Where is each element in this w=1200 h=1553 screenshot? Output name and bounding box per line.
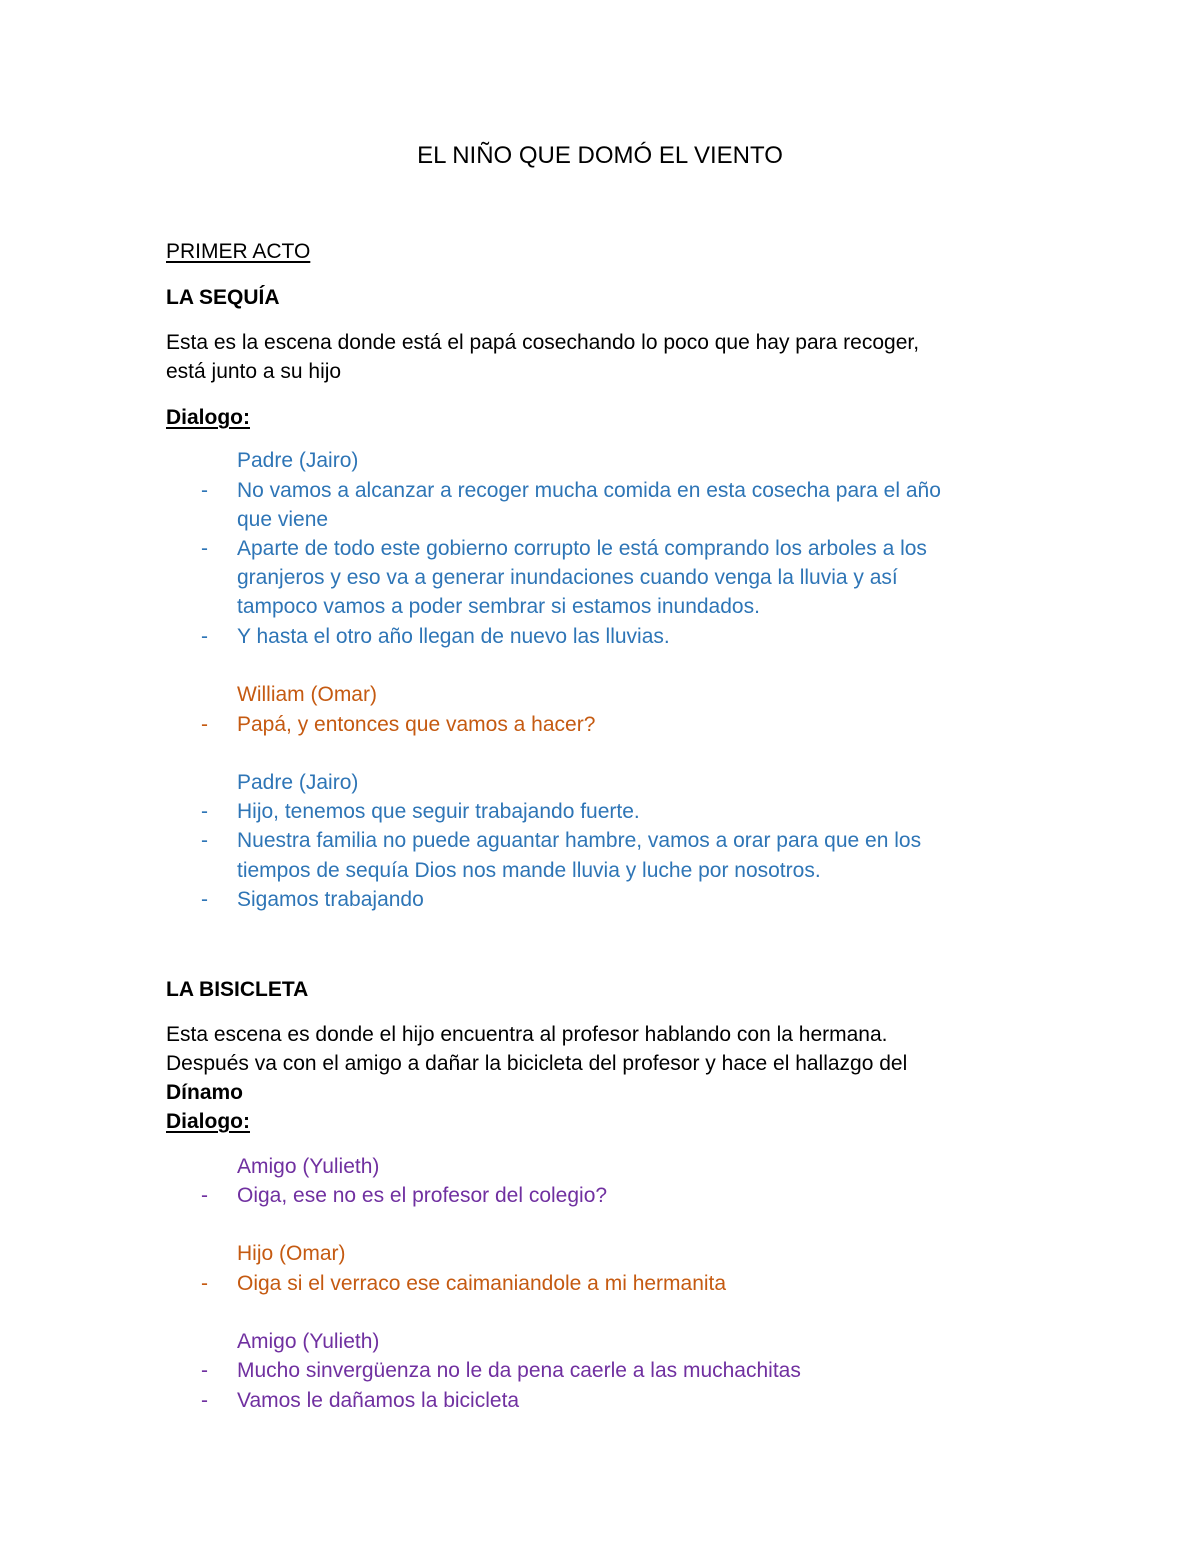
dialog-line: tiempos de sequía Dios nos mande lluvia y luche por nosotros. <box>237 859 821 882</box>
scene-description-bold: Dínamo <box>166 1081 244 1104</box>
dialog-label: Dialogo: <box>166 1110 250 1133</box>
dialog-line: Oiga, ese no es el profesor del colegio? <box>237 1184 608 1207</box>
bullet-dash: - <box>201 625 208 648</box>
speaker-name: William (Omar) <box>237 683 377 706</box>
bullet-dash: - <box>201 1359 208 1382</box>
bullet-dash: - <box>201 800 208 823</box>
dialog-line: Hijo, tenemos que seguir trabajando fuerte. <box>237 800 640 823</box>
dialog-line: Oiga si el verraco ese caimaniandole a mi hermanita <box>237 1272 727 1295</box>
dialog-label: Dialogo: <box>166 406 250 429</box>
dialog-line: Papá, y entonces que vamos a hacer? <box>237 713 596 736</box>
scene-description-line: está junto a su hijo <box>166 360 342 383</box>
document-title: EL NIÑO QUE DOMÓ EL VIENTO <box>417 142 783 169</box>
bullet-dash: - <box>201 1389 208 1412</box>
dialog-line: Mucho sinvergüenza no le da pena caerle a las muchachitas <box>237 1359 801 1382</box>
speaker-name: Padre (Jairo) <box>237 771 359 794</box>
dialog-line: tampoco vamos a poder sembrar si estamos inundados. <box>237 595 760 618</box>
bullet-dash: - <box>201 479 208 502</box>
bullet-dash: - <box>201 1184 208 1207</box>
bullet-dash: - <box>201 888 208 911</box>
dialog-line: Aparte de todo este gobierno corrupto le está comprando los arboles a los <box>237 537 927 560</box>
bullet-dash: - <box>201 713 208 736</box>
act-heading: PRIMER ACTO <box>166 240 311 263</box>
scene-description-line: Esta es la escena donde está el papá cosechando lo poco que hay para recoger, <box>166 331 920 354</box>
scene-description-line: Esta escena es donde el hijo encuentra al profesor hablando con la hermana. <box>166 1023 888 1046</box>
dialog-line: Y hasta el otro año llegan de nuevo las lluvias. <box>237 625 670 648</box>
dialog-line: Nuestra familia no puede aguantar hambre, vamos a orar para que en los <box>237 829 922 852</box>
dialog-line: Vamos le dañamos la bicicleta <box>237 1389 520 1412</box>
bullet-dash: - <box>201 1272 208 1295</box>
dialog-line: Sigamos trabajando <box>237 888 424 911</box>
bullet-dash: - <box>201 537 208 560</box>
speaker-name: Hijo (Omar) <box>237 1242 346 1265</box>
dialog-line: No vamos a alcanzar a recoger mucha comida en esta cosecha para el año <box>237 479 941 502</box>
speaker-name: Amigo (Yulieth) <box>237 1155 380 1178</box>
speaker-name: Padre (Jairo) <box>237 449 359 472</box>
scene-heading-bisicleta: LA BISICLETA <box>166 978 309 1001</box>
dialog-line: granjeros y eso va a generar inundaciones cuando venga la lluvia y así <box>237 566 898 589</box>
speaker-name: Amigo (Yulieth) <box>237 1330 380 1353</box>
scene-heading-sequia: LA SEQUÍA <box>166 286 280 309</box>
scene-description-line: Después va con el amigo a dañar la bicicleta del profesor y hace el hallazgo del <box>166 1052 908 1075</box>
bullet-dash: - <box>201 829 208 852</box>
dialog-line: que viene <box>237 508 329 531</box>
